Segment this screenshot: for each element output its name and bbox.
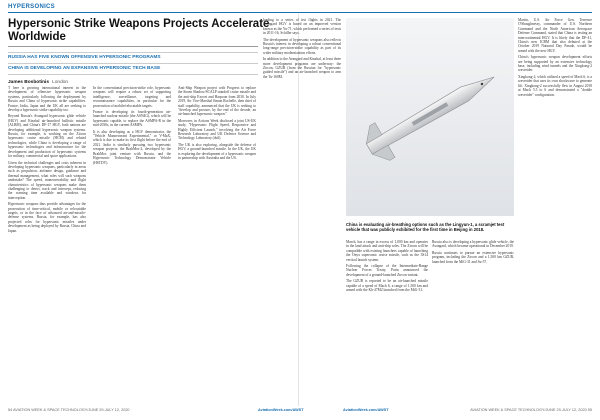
deck-rule — [8, 74, 258, 75]
paragraph: China's hypersonic weapon development efforts are being supported by an extensive technology base, including wind tunnels and the Xingkong-2 waverider. — [518, 55, 592, 73]
article-column-3 — [178, 86, 256, 404]
paragraph: Hypersonic weapons thus provide advantages for the prosecution of time-critical, mobile or relocatable targets, or in the face of advanced air-and-missile-defense systems. Russia, for example, has also projected roles for hypersonic missiles under development as being deployed by Russia, China and Japan. — [8, 202, 86, 233]
paragraph: The development of hypersonic weapons also reflects Russia's interest in developing a robust conventional long-range precision-strike capability as part of its wider military modernization efforts. — [263, 37, 341, 55]
image-caption: China is evaluating air-breathing options such as the Lingyun-1, a scramjet test vehicle that was publicly exhibited for the first time in Beijing in 2018. — [346, 222, 505, 232]
paragraph: March, has a range in excess of 1,000 km and operates in the land attack and anti-ship roles. The Zircon will be compatible with existing launchers capable of launching the Onyx supersonic cruise missile, such as the 3S14 vertical launch system. — [346, 240, 428, 262]
article-column-1 — [8, 86, 86, 404]
article-headline: Hypersonic Strike Weapons Projects Accelerate Worldwide — [8, 18, 270, 43]
missile-photo — [346, 18, 514, 216]
paragraph: Following the collapse of the Intermediate-Range Nuclear Forces Treaty, Putin announced the development of a ground-launched Zircon variant. — [346, 264, 428, 277]
headline-rule — [8, 46, 258, 47]
paragraph: It is also developing as a HGV demonstrator, the "Vehicle Manoeuvrant Experimental," or V-MaX, which is due to make its first flight before the end of 2021. India is similarly pursuing two hypersonic weapon projects: the BrahMos-2, developed by the BrahMos joint venture with Russia, and the Hypersonic Technology Demonstrator Vehicle (HSTDV). — [93, 129, 171, 165]
article-column-2 — [93, 86, 171, 404]
author-location: London — [52, 80, 69, 85]
paragraph: Xingkong-2, which utilized a speed of Mach 6, is a waverider that uses its own shockwave to generate lift. Xingkong-2 successfully flew in August 2018 at Mach 5.5 to 6 and demonstrated a "double waverider" configuration. — [518, 74, 592, 97]
footer-folio-right: AVIATION WEEK & SPACE TECHNOLOGY/JUNE 29-JULY 12, 2020 55 — [470, 408, 592, 412]
paragraph: Given the technical challenges and costs inherent in developing hypersonic weapons, particularly in areas such as propulsion, airframe design, guidance and thermal management, what roles will such weapons undertake? The speed, maneuverability and flight characteristics of hypersonic weapons make them challenging to detect, track and intercept, reducing the warning time available and windows for interception. — [8, 160, 86, 200]
article-column-7 — [518, 18, 592, 404]
paragraph: Beyond Russia's Avangard hypersonic glide vehicle (HGV) and Kinzhal air-launched ballistic missile (ALBM), and China's DF-17 HGV, both nations are developing additional hypersonic weapon systems. Russia, for example, is working on the Zircon hypersonic cruise missile (HCM) and related technologies, while China is developing a range of hypersonic technologies and infrastructure for the development and production of hypersonic systems for military, commercial and space applications. — [8, 114, 86, 159]
footer-folio-left: 54 AVIATION WEEK & SPACE TECHNOLOGY/JUNE 29-JULY 12, 2020 — [8, 408, 130, 412]
section-header — [0, 0, 600, 14]
paragraph: Russia continues to pursue an extensive hypersonic program, including the Zircon and a 1,500 km GZUR, launched from the MiG-31 and Su-57. — [432, 250, 514, 264]
byline — [8, 80, 68, 85]
deck-rule — [8, 52, 258, 53]
page-footer — [8, 406, 592, 416]
footer-url-link[interactable]: AviationWeek.com/AWST — [258, 408, 304, 412]
paragraph: Martin, U.S. Air Force Gen. Terrence O'Shaughnessy, commander of U.S. Northern Command and the North American Aerospace Defense Command, stated that China is testing an intercontinental HGV. It is likely that the DF-41, China's new ICBM that also debuted at the October 2019 National Day Parade, would be armed with the new HGV. — [518, 18, 592, 53]
author-name: James Bosbotinis — [8, 80, 50, 85]
section-label: HYPERSONICS — [8, 4, 55, 10]
paragraph: The UK is also exploring, alongside the defense of HGV, a ground-launched missile. In the UK, the UK is exploring the development of a hypersonic weapon in partnership with Australia and the US. — [178, 142, 256, 161]
deck-line-1: RUSSIA HAS FIVE KNOWN OFFENSIVE HYPERSONIC PROGRAMS — [8, 55, 161, 60]
deck-rule — [8, 63, 258, 64]
article-column-5 — [346, 240, 428, 404]
paragraph: T here is growing international interest in the development of offensive hypersonic weapon systems, particularly following the deployment by Russia and China of hypersonic strike capabilities. France, India, Japan and the UK all are seeking to develop a hypersonic strike capability too. — [8, 86, 86, 113]
deck-line-2: CHINA IS DEVELOPING AN EXPANSIVE HYPERSONIC TECH BASE — [8, 66, 161, 71]
article-column-6 — [432, 240, 514, 404]
paragraph: France is developing its fourth-generation air-launched nuclear missile (the ASN4G), which will be hypersonic capable, to replace the ASMPA-R in the mid-2030s, in the current ASMPA. — [93, 110, 171, 128]
article-column-4 — [263, 18, 341, 404]
paragraph: The GZUR is reported to be an air-launched missile capable of a speed of Mach 6, a range of 1,500 km and armed with the Kh-47M2 launched from the MiG-31. — [346, 279, 428, 293]
footer-url-link[interactable]: AviationWeek.com/AWST — [343, 408, 389, 412]
missile-illustration — [346, 18, 514, 216]
paragraph: Moreover, in Actions Week disclosed a joint US-UK study, "Hypersonic Flight Speed, Responsive and Highly Efficient Launch," involving the Air Force Research Laboratory and UK Defence Science and Technology Laboratory (dstl). — [178, 118, 256, 141]
paragraph: Anti-Ship Weapon project with Progress to replace the Storm Shadow/SCALP standoff cruise missile and the anti-ship Exocet and Harpoon from 2030. In July 2019, Air Vice-Marshal Simon Rochelle, then chief of staff capability, announced that the UK is seeking to "develop and procure, by the end of the decade, an air-launched hypersonic weapon." — [178, 86, 256, 117]
paragraph: In addition to the Avangard and Kinzhal, at least three more development programs are underway: the Zircon, GZUR (from the Russian for "hypersonic guided missile") and an air-launched weapon to arm the Tu-160M. — [263, 57, 341, 79]
paragraph: Russia also is developing a hypersonic glide vehicle, the Avangard, which became operational in December 2019. — [432, 240, 514, 249]
section-rule — [8, 12, 592, 13]
paragraph: In the conventional precision-strike role, hypersonic weapons will require a robust set of supporting intelligence, surveillance, targeting and reconnaissance capabilities, in particular for the prosecution of mobile/relocatable targets. — [93, 86, 171, 108]
paragraph: loading to a series of test flights in 2021. The Avangard HGV is based on an improved version known as the Yu-71, which performed a series of tests in 2011-16, Schiller says. — [263, 18, 341, 36]
